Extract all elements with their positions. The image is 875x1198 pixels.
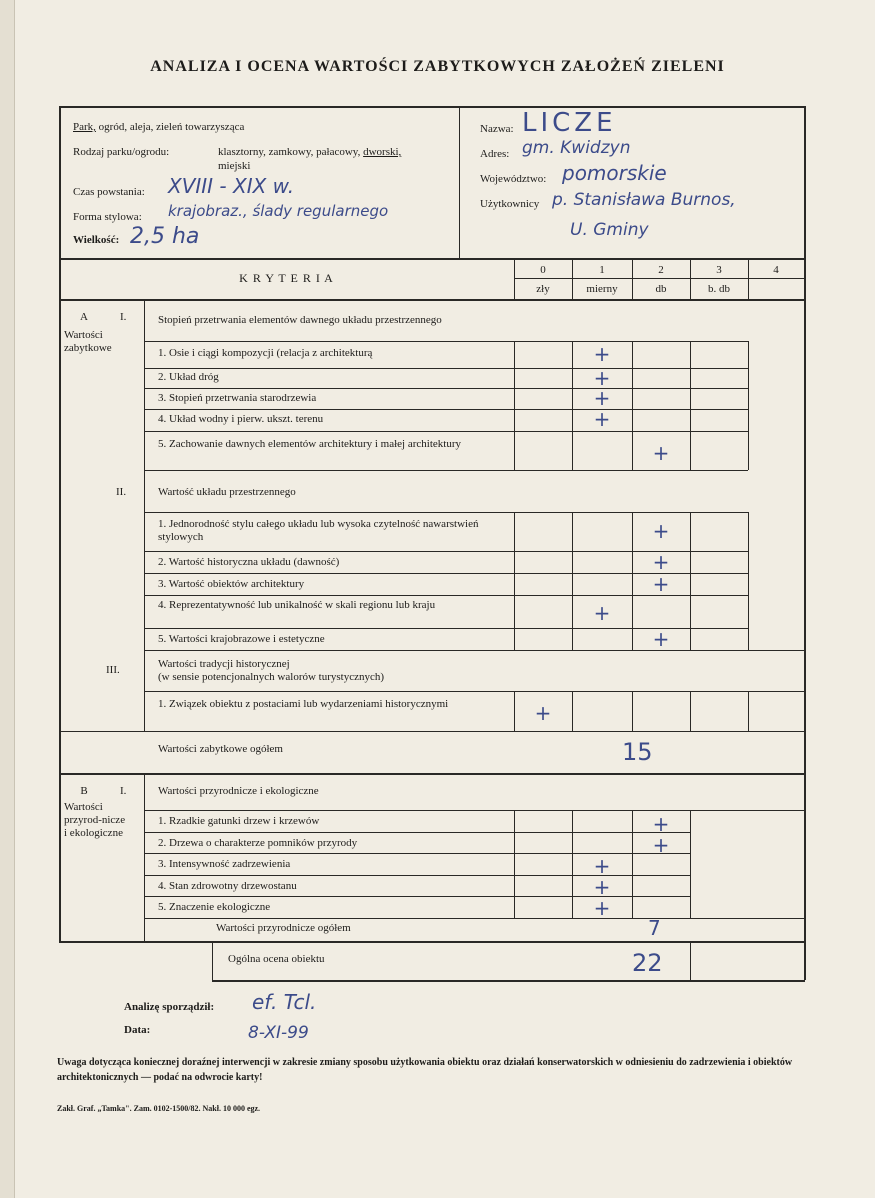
- row-line-m: [144, 691, 804, 692]
- heading-a-total: Wartości zabytkowe ogółem: [158, 743, 283, 755]
- row-b1-2: 2. Drzewa o charakterze pomników przyrody: [158, 837, 358, 849]
- row-line-w: [212, 980, 805, 982]
- col-line-2-g4: [632, 810, 633, 918]
- data-label: Data:: [124, 1024, 151, 1036]
- section-divider-a: [144, 299, 145, 731]
- row-a3-1: 1. Związek obiektu z postaciami lub wydarzeniami historycznymi: [158, 698, 449, 710]
- scale-4-num: 4: [773, 264, 779, 276]
- scale-3-num: 3: [716, 264, 722, 276]
- row-line-c: [144, 388, 748, 389]
- heading-overall: Ogólna ocena obiektu: [228, 953, 325, 965]
- scale-3-label: b. db: [708, 283, 730, 295]
- col-line-3-g1: [690, 341, 691, 470]
- czas-value: XVIII - XIX w.: [168, 174, 295, 198]
- nazwa-label: Nazwa:: [480, 123, 514, 135]
- section-b-name: Wartości przyrod-nicze i ekologiczne: [64, 801, 126, 839]
- rodzaj-option-miejski: miejski: [218, 160, 251, 172]
- row-line-u: [144, 918, 804, 919]
- row-line-p: [144, 810, 804, 811]
- row-b1-4: 4. Stan zdrowotny drzewostanu: [158, 880, 297, 892]
- mark-r2: +: [593, 366, 611, 390]
- col-line-1-g2: [572, 512, 573, 650]
- mark-r13: +: [652, 833, 670, 857]
- row-line-q: [144, 832, 690, 833]
- col-line-4-head: [748, 258, 749, 299]
- section-a-letter: A: [80, 311, 88, 323]
- row-line-v: [59, 941, 805, 943]
- criteria-header-bottom: [59, 299, 805, 301]
- scale-0-num: 0: [540, 264, 546, 276]
- col-line-1-g1: [572, 341, 573, 470]
- col-line-3-g3: [690, 691, 691, 731]
- rodzaj-option-dworski: dworski,: [363, 146, 402, 158]
- adres-value: gm. Kwidzyn: [522, 138, 631, 158]
- heading-b1: Wartości przyrodnicze i ekologiczne: [158, 785, 319, 797]
- row-line-d: [144, 409, 748, 410]
- criteria-title: K R Y T E R I A: [239, 271, 334, 285]
- scale-1-label: mierny: [586, 283, 618, 295]
- col-line-2-head: [632, 258, 633, 299]
- row-a1-5: 5. Zachowanie dawnych elementów architektury i małej architektury: [158, 438, 461, 450]
- col-line-4-g1: [748, 341, 749, 470]
- mark-r5: +: [652, 441, 670, 465]
- adres-label: Adres:: [480, 148, 510, 160]
- heading-a2: Wartość układu przestrzennego: [158, 486, 296, 498]
- form-title: ANALIZA I OCENA WARTOŚCI ZABYTKOWYCH ZAŁOŻEŃ ZIELENI: [150, 58, 725, 75]
- row-a2-2: 2. Wartość historyczna układu (dawność): [158, 556, 340, 568]
- mark-r14: +: [593, 854, 611, 878]
- scale-2-num: 2: [658, 264, 664, 276]
- overall-right-line: [690, 941, 691, 980]
- page-binding-edge: [0, 0, 15, 1198]
- header-divider: [459, 106, 460, 258]
- sporzadzil-label: Analizę sporządził:: [124, 1001, 215, 1013]
- uzytkownicy-value-1: p. Stanisława Burnos,: [552, 190, 736, 210]
- scale-1-num: 1: [599, 264, 605, 276]
- row-b1-3: 3. Intensywność zadrzewienia: [158, 858, 291, 870]
- col-line-0-g3: [514, 691, 515, 731]
- frame-right: [804, 106, 806, 980]
- heading-a3-line1: Wartości tradycji historycznej: [158, 658, 290, 670]
- section-b-roman-1: I.: [120, 785, 127, 797]
- col-line-0-g1: [514, 341, 515, 470]
- section-divider-b: [144, 773, 145, 941]
- scale-0-label: zły: [536, 283, 550, 295]
- col-line-3-g2: [690, 512, 691, 650]
- row-line-g: [144, 512, 748, 513]
- col-line-4-g3: [748, 691, 749, 731]
- col-line-2-g2: [632, 512, 633, 650]
- mark-r15: +: [593, 875, 611, 899]
- wojewodztwo-label: Województwo:: [480, 173, 547, 185]
- uwaga-note: Uwaga dotycząca koniecznej doraźnej interwencji w zakresie zmiany sposobu użytkowania obiektu oraz działań konserwatorskich w odniesieniu do zadrzewienia i obiektów architektonicznych — podać na odwrocie karty!: [57, 1057, 793, 1083]
- czas-label: Czas powstania:: [73, 186, 145, 198]
- park-label: ogród, aleja, zieleń towarzysząca: [98, 121, 245, 133]
- row-line-f: [144, 470, 748, 471]
- heading-b-total: Wartości przyrodnicze ogółem: [216, 922, 351, 934]
- row-a1-3: 3. Stopień przetrwania starodrzewia: [158, 392, 317, 404]
- park-label-selected: Park,: [73, 121, 96, 133]
- data-value: 8-XI-99: [248, 1023, 309, 1043]
- col-line-3-head: [690, 258, 691, 299]
- frame-left: [59, 106, 61, 941]
- uzytkownicy-label: Użytkownicy: [480, 198, 540, 210]
- row-line-b: [144, 368, 748, 369]
- row-a2-3: 3. Wartość obiektów architektury: [158, 578, 305, 590]
- col-line-3-g4: [690, 810, 691, 918]
- row-a1-4: 4. Układ wodny i pierw. ukszt. terenu: [158, 413, 324, 425]
- mark-r16: +: [593, 896, 611, 920]
- row-line-o: [59, 773, 805, 775]
- scale-2-label: db: [655, 283, 667, 295]
- row-b1-1: 1. Rzadkie gatunki drzew i krzewów: [158, 815, 320, 827]
- mark-r12: +: [652, 812, 670, 836]
- forma-label: Forma stylowa:: [73, 211, 142, 223]
- overall-left-line: [212, 941, 213, 980]
- mark-r11: +: [534, 701, 552, 725]
- row-a2-1: 1. Jednorodność stylu całego układu lub wysoka czytelność nawarstwień stylowych: [158, 518, 479, 543]
- uzytkownicy-value-2: U. Gminy: [570, 220, 649, 240]
- wielkosc-value: 2,5 ha: [130, 224, 200, 249]
- mark-r7: +: [652, 550, 670, 574]
- row-a2-4: 4. Reprezentatywność lub unikalność w skali regionu lub kraju: [158, 599, 436, 611]
- section-a-roman-1: I.: [120, 311, 127, 323]
- total-zabytkowe: 15: [622, 738, 653, 766]
- row-a1-2: 2. Układ dróg: [158, 371, 219, 383]
- mark-r4: +: [593, 407, 611, 431]
- scale-divider: [514, 278, 804, 279]
- mark-r6: +: [652, 519, 670, 543]
- col-line-4-g2: [748, 512, 749, 650]
- col-line-0-g2: [514, 512, 515, 650]
- col-line-1-g3: [572, 691, 573, 731]
- mark-r1: +: [593, 342, 611, 366]
- row-line-a: [144, 341, 748, 342]
- heading-a3-line2: (w sensie potencjonalnych walorów turystycznych): [158, 671, 385, 683]
- mark-r9: +: [593, 601, 611, 625]
- forma-value: krajobraz., ślady regularnego: [168, 202, 389, 220]
- section-a-roman-2: II.: [116, 486, 127, 498]
- print-imprint: Zakł. Graf. „Tamka". Zam. 0102-1500/82. Nakł. 10 000 egz.: [57, 1104, 261, 1113]
- nazwa-value: LICZE: [522, 108, 617, 138]
- sporzadzil-signature: ef. Tcl.: [252, 990, 317, 1014]
- total-przyrodnicze: 7: [648, 916, 661, 940]
- section-b-letter: B: [80, 785, 88, 797]
- section-a-roman-3: III.: [106, 664, 120, 676]
- col-line-2-g1: [632, 341, 633, 470]
- col-line-1-g4: [572, 810, 573, 918]
- header-bottom-line: [59, 258, 805, 260]
- wojewodztwo-value: pomorskie: [562, 161, 667, 185]
- col-line-2-g3: [632, 691, 633, 731]
- rodzaj-label: Rodzaj parku/ogrodu:: [73, 146, 170, 158]
- heading-a1: Stopień przetrwania elementów dawnego układu przestrzennego: [158, 314, 442, 326]
- frame-top: [59, 106, 805, 108]
- row-a2-5: 5. Wartości krajobrazowe i estetyczne: [158, 633, 325, 645]
- total-ogolna: 22: [632, 949, 663, 977]
- rodzaj-options: klasztorny, zamkowy, pałacowy,: [218, 146, 361, 158]
- mark-r3: +: [593, 386, 611, 410]
- section-a-name: Wartości zabytkowe: [64, 329, 112, 354]
- col-line-0-head: [514, 258, 515, 299]
- mark-r8: +: [652, 572, 670, 596]
- row-line-n: [59, 731, 804, 732]
- mark-r10: +: [652, 627, 670, 651]
- row-a1-1: 1. Osie i ciągi kompozycji (relacja z architekturą: [158, 347, 373, 359]
- row-b1-5: 5. Znaczenie ekologiczne: [158, 901, 271, 913]
- row-line-e: [144, 431, 748, 432]
- row-line-l: [144, 650, 804, 651]
- wielkosc-label: Wielkość:: [73, 234, 120, 246]
- col-line-0-g4: [514, 810, 515, 918]
- col-line-1-head: [572, 258, 573, 299]
